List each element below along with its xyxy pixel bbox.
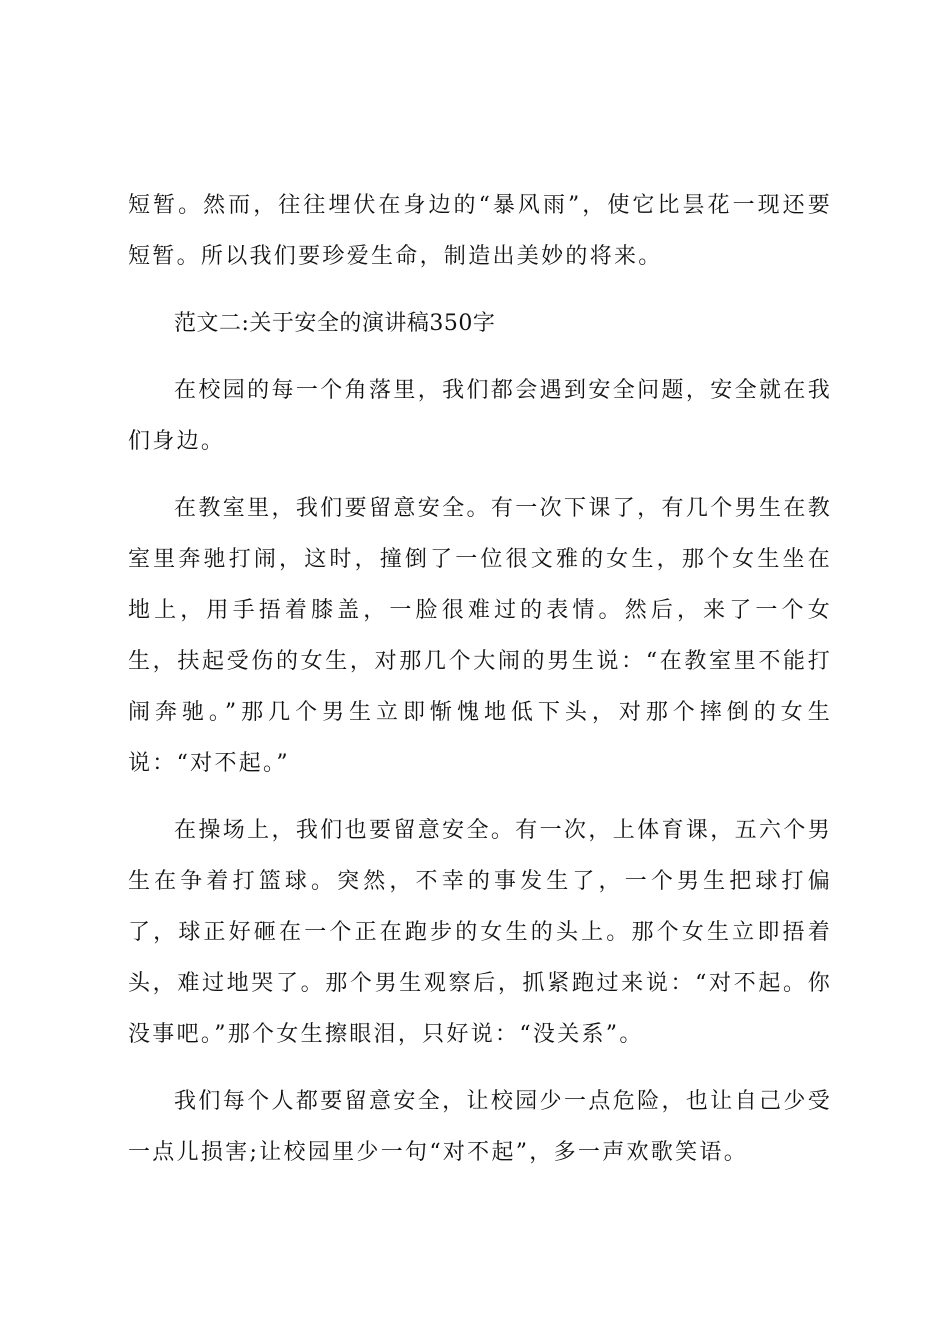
paragraph-intro: 在校园的每一个角落里，我们都会遇到安全问题，安全就在我们身边。 — [128, 378, 832, 454]
document-body — [128, 180, 832, 1194]
paragraph-classroom: 在教室里，我们要留意安全。有一次下课了，有几个男生在教室里奔驰打闹，这时，撞倒了一位很文雅的女生，那个女生坐在地上，用手捂着膝盖，一脸很难过的表情。然后，来了一个女生，扶起受伤的女生，对那几个大闹的男生说：“在教室里不能打闹奔驰。”那几个男生立即惭愧地低下头，对那个摔倒的女生说：“对不起。” — [128, 496, 832, 776]
paragraph-conclusion: 我们每个人都要留意安全，让校园少一点危险，也让自己少受一点儿损害;让校园里少一句“对不起”，多一声欢歌笑语。 — [128, 1089, 832, 1165]
paragraph-continuation: 短暂。然而，往往埋伏在身边的“暴风雨”，使它比昙花一现还要短暂。所以我们要珍爱生命，制造出美妙的将来。 — [128, 193, 832, 269]
paragraph-playground: 在操场上，我们也要留意安全。有一次，上体育课，五六个男生在争着打篮球。突然，不幸的事发生了，一个男生把球打偏了，球正好砸在一个正在跑步的女生的头上。那个女生立即捂着头，难过地哭了。那个男生观察后，抓紧跑过来说：“对不起。你没事吧。”那个女生擦眼泪，只好说：“没关系”。 — [128, 818, 832, 1047]
section-heading: 范文二:关于安全的演讲稿350字 — [174, 311, 496, 336]
